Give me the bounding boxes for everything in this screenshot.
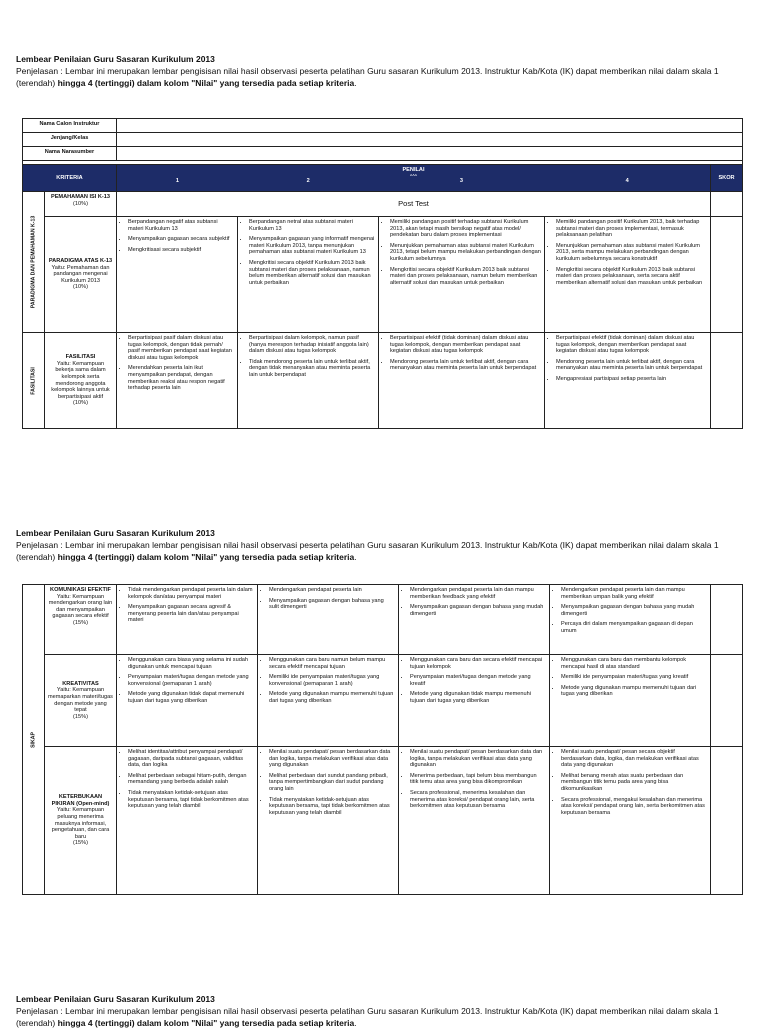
document-description: Penjelasan : Lembar ini merupakan lembar pengisisan nilai hasil observasi peserta pelatihan Guru sasaran Kurikulum 2013. Instruktur Kab/Kota (IK) dapat memberikan nilai dalam skala 1 (terendah) hingga 4 (tertinggi) dalam kolom "Nilai" yang tersedia pada setiap kriteria. [16,540,719,562]
rubric-cell: • Menggunakan cara baru dan membantu kelompok mencapai hasil di atas standard • Memiliki ide penyampaian materi/tugas yang kreatif • Metode yang digunakan mampu memenuhi tujuan dari tugas yang diberikan [550,655,711,747]
table-header-row [23,165,743,192]
rubric-cell: • Menggunakan cara baru namun belum mampu secara efektif mencapai tujuan • Memiliki ide penyampaian materi/tugas yang konvensional (pemaparan 1 arah) • Metode yang digunakan mampu memenuhi tujuan dari tugas yang diberikan [258,655,399,747]
input-nama-calon[interactable] [117,119,743,133]
rubric-cell: • Mendengarkan pendapat peserta lain dan mampu memberikan feedback yang efektif • Menyampaikan gagasan dengan bahasa yang mudah dimengerti [399,585,550,655]
side-label-sikap: SIKAP [23,585,45,895]
header-col-4: 4 [625,177,629,184]
post-test-note: Post Test [117,192,711,217]
score-cell[interactable] [711,333,743,429]
table-row [23,747,743,895]
score-cell[interactable] [711,747,743,895]
rubric-cell: • Tidak mendengarkan pendapat peserta lain dalam kelompok dan/atau penyampai materi • Menyampaikan gagasan secara agresif & menyerang peserta lain dan/atau penyampai materi [117,585,258,655]
score-cell[interactable] [711,217,743,333]
rubric-cell: • Menilai suatu pendapat/ pesan secara objektif berdasarkan data, logika, dan melakukan verifikasi atas data yang digunakan • Melihat benang merah atas suatu perbedaan dan membangun titik temu pada area yang bisa dikomunikasikan • Secara professional, mengakui kesalahan dan menerima atas koreksi/ pendapat orang lain, serta berkomitmen atas keputusan bersama [550,747,711,895]
side-label-fasilitasi: FASILITASI [23,333,45,429]
table-row [23,192,743,217]
rubric-cell: • Menggunakan cara baru dan secara efektif mencapai tujuan kelompok • Penyampaian materi/tugas dengan metode yang kreatif • Metode yang digunakan tidak mampu memenuhi tujuan dari tugas yang diberikan [399,655,550,747]
rubric-cell: • Memiliki pandangan positif Kurikulum 2013, baik terhadap subtansi materi dan proses implementasi, termasuk pelaksanaan pelatihan • Menunjukkan pemahaman atas subtansi materi Kurikulum 2013, serta mampu melakukan perbandingan dengan kurikulum sebelumnya secara konstruktif • Mengkritisi secara objektif Kurikulum 2013 baik subtansi materi dan proses pelaksanaan, serta secara aktif memberikan alternatif solusi dan masukan untuk perbaikan [545,217,711,333]
label-nama-calon: Nama Calon Instruktur [23,119,117,133]
rubric-cell: • Mendengarkan pendapat peserta lain • Menyampaikan gagasan dengan bahasa yang sulit dimengerti [258,585,399,655]
header-skor: SKOR [711,165,743,192]
rubric-cell: • Menggunakan cara biasa yang selama ini sudah digunakan untuk mencapai tujuan • Penyampaian materi/tugas dengan metode yang konvensional (pemaparan 1 arah) • Metode yang digunakan tidak dapat memenuhi tujuan dari tugas yang diberikan [117,655,258,747]
document-title: Lembear Penilaian Guru Sasaran Kurikulum 2013 [16,54,215,64]
rubric-cell: • Berpandangan netral atas subtansi materi Kurikulum 13 • Menyampaikan gagasan yang informatif mengenai materi Kurikulum 2013, tanpa menunjukan pemahaman atas subtansi materi Kurikulum 13 • Mengkritisi secara objektif Kurikulum 2013 baik subtansi materi dan proses pelaksanaan, namun belum memberikan alternatif solusi dan masukan untuk perbaikan [238,217,379,333]
score-cell[interactable] [711,585,743,655]
score-cell[interactable] [711,655,743,747]
page-header-2 [16,528,756,563]
rubric-cell: • Berpartisipasi efektif (tidak dominan) dalam diskusi atau tugas kelompok, dengan memberikan pendapat saat kegiatan diskusi atau tugas kelompok • Mendorong peserta lain untuk terlibat aktif, dengan cara menanyakan atau meminta peserta lain untuk berpendapat [379,333,545,429]
side-label-paradigma: PARADIGMA DAN PEMAHAMAN K-13 [23,192,45,333]
table-row [23,585,743,655]
criteria-paradigma: PARADIGMA ATAS K-13 Yaitu: Pemahaman dan pandangan mengenai Kurikulum 2013 (10%) [45,217,117,333]
criteria-keterbukaan: KETERBUKAAN PIKIRAN (Open-mind) Yaitu: Kemampuan peluang menerima masuknya informasi, pengetahuan, dan cara baru (15%) [45,747,117,895]
label-jenjang: Jenjang/Kelas [23,133,117,147]
assessment-table-2 [22,584,743,895]
document-title: Lembear Penilaian Guru Sasaran Kurikulum 2013 [16,528,215,538]
rubric-cell: • Berpandangan negatif atas subtansi materi Kurikulum 13 • Menyampaikan gagasan secara subjektif • Mengkritisasi secara subjektif [117,217,238,333]
page-header-1 [16,54,756,89]
rubric-cell: • Berpartisipasi dalam kelompok, namun pasif (hanya merespon terhadap inisiatif anggota lain) dalam diskusi atau tugas kelompok • Tidak mendorong peserta lain untuk terlibat aktif, dengan tidak menanyakan atau meminta peserta lain untuk berpendapat [238,333,379,429]
input-jenjang[interactable] [117,133,743,147]
table-row [23,655,743,747]
rubric-cell: • Memiliki pandangan positif terhadap subtansi Kurikulum 2013, akan tetapi masih bersikap negatif atas model/ pendekatan baru dalam proses implementasi • Menunjukkan pemahaman atas subtansi materi Kurikulum 2013, tetapi belum mampu melakukan perbandingan dengan kurikulum sebelumnya • Mengkritisi secara objektif Kurikulum 2013 baik subtansi materi dan proses pelaksanaan, namun belum memberikan alternatif solusi dan masukan untuk perbaikan [379,217,545,333]
input-narasumber[interactable] [117,147,743,161]
document-description: Penjelasan : Lembar ini merupakan lembar pengisisan nilai hasil observasi peserta pelatihan Guru sasaran Kurikulum 2013. Instruktur Kab/Kota (IK) dapat memberikan nilai dalam skala 1 (terendah) hingga 4 (tertinggi) dalam kolom "Nilai" yang tersedia pada setiap kriteria. [16,66,719,88]
criteria-fasilitasi: FASILITASI Yaitu: Kemampuan bekerja sama dalam kelompok serta mendorong anggota kelompok lainnya untuk berpartisipasi aktif (10%) [45,333,117,429]
criteria-komunikasi: KOMUNIKASI EFEKTIF Yaitu: Kemampuan mendengarkan orang lain dan menyampaikan gagasan secara efektif (15%) [45,585,117,655]
label-narasumber: Nama Narasumber [23,147,117,161]
rubric-cell: • Menilai suatu pendapat/ pesan berdasarkan data dan logika, tanpa melakukan verifikasi atas data yang digunakan • Melihat perbedaan dari sundut pandang pribadi, tanpa mempertimbangkan dari sudut pandang orang lain • Tidak menyatakan ketidak-setujuan atas keputusan bersama, tapi tidak berkomitmen atas keputusan yang telah diambil [258,747,399,895]
rubric-cell: • Berpartisipasi pasif dalam diskusi atau tugas kelompok, dengan tidak pernah/ pasif memberikan pendapat saat kegiatan diskusi atau tugas kelompok • Merendahkan peserta lain ikut menyampaikan pendapat, dengan memberikan reaksi atau respon negatif terhadap peserta lain [117,333,238,429]
document-title: Lembear Penilaian Guru Sasaran Kurikulum 2013 [16,994,215,1004]
score-cell[interactable] [711,192,743,217]
header-penilai: PENILAI ^^^ 1 2 3 4 [117,165,711,192]
criteria-pemahaman: PEMAHAMAN ISI K-13 (10%) [45,192,117,217]
header-col-1: 1 [175,177,179,184]
assessment-table-1 [22,118,743,429]
table-row [23,333,743,429]
rubric-cell: • Berpartisipasi efektif (tidak dominan) dalam diskusi atau tugas kelompok, dengan memberikan pendapat saat kegiatan diskusi atau tugas kelompok • Mendorong peserta lain untuk terlibat aktif, dengan cara menanyakan atau meminta peserta lain untuk berpendapat • Mengapresiasi partisipasi setiap peserta lain [545,333,711,429]
rubric-cell: • Melihat identitas/attribut penyampai pendapat/ gagasan, daripada subtansi gagasan, validitas data, dan logika • Melihat perbedaan sebagai hitam-putih, dengan memandang yang berbeda adalah salah • Tidak menyatakan ketidak-setujuan atas keputusan bersama, tapi tidak berkomitmen atas keputusan yang telah diambil [117,747,258,895]
header-kriteria: KRITERIA [23,165,117,192]
criteria-kreativitas: KREATIVITAS Yaitu: Kemampuan memaparkan materi/tugas dengan metode yang tepat (15%) [45,655,117,747]
header-col-2: 2 [306,177,310,184]
rubric-cell: • Mendengarkan pendapat peserta lain dan mampu memberikan umpan balik yang efektif • Menyampaikan gagasan dengan bahasa yang mudah dimengerti • Percaya diri dalam menyampaikan gagasan di depan umum [550,585,711,655]
document-description: Penjelasan : Lembar ini merupakan lembar pengisisan nilai hasil observasi peserta pelatihan Guru sasaran Kurikulum 2013. Instruktur Kab/Kota (IK) dapat memberikan nilai dalam skala 1 (terendah) hingga 4 (tertinggi) dalam kolom "Nilai" yang tersedia pada setiap kriteria. [16,1006,719,1028]
header-col-3: 3 [459,177,463,184]
rubric-cell: • Menilai suatu pendapat/ pesan berdasarkan data dan logika, tanpa melakukan verifikasi atas data yang digunakan • Menerima perbedaan, tapi belum bisa membangun titik temu atas area yang bisa dikompromikan • Secara professional, menerima kesalahan dan menerima atas koreksi/ pendapat orang lain, serta berkomitmen atas keputusan bersama [399,747,550,895]
table-row [23,217,743,333]
